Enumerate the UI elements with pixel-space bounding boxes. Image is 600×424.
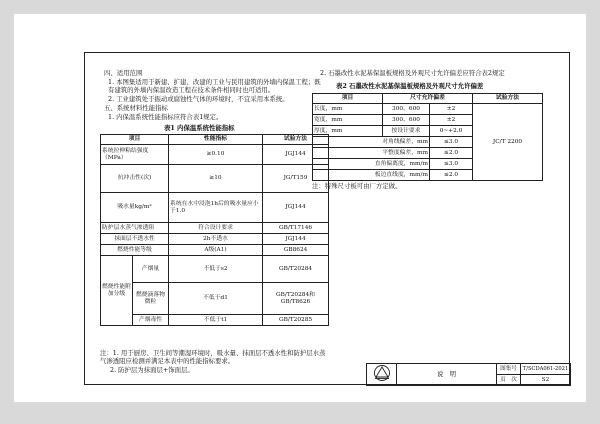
table-row <box>101 165 329 193</box>
table-1-note-1: 注：1. 用于厨房、卫生间等潮湿环境时，吸水量、抹面层不透水性和防护层水蒸气渗透阻应检测并满足本表中的性能指标要求。 <box>100 349 326 365</box>
atlas-number-label: 图集号 <box>497 364 521 375</box>
page-number-value: S2 <box>521 375 571 386</box>
table-cell: 系统拉伸粘结强度（MPa） <box>101 145 169 165</box>
table-2-caption: 表2 石墨改性水泥基保温板规格及外观尺寸允许偏差 <box>336 82 484 90</box>
table-row <box>101 245 329 256</box>
table-2-intro: 2. 石墨改性水泥基保温板规格及外观尺寸允许偏差应符合表2规定 <box>320 69 505 77</box>
table-cell: 系统在水中浸泡1h后的吸水量应小于1.0 <box>169 193 263 223</box>
table-cell-method: JC/T 2200 <box>473 104 543 181</box>
table-cell: 300、600 <box>383 104 430 115</box>
table-2-header-method: 试验方法 <box>473 94 543 104</box>
table-cell: 对角线偏差，mm <box>313 137 430 148</box>
drawing-name: 说 明 <box>397 364 497 386</box>
table-cell: 抹面层不透水性 <box>101 234 169 245</box>
table-cell: ≤2.0 <box>430 148 473 159</box>
section-5-paragraph-1: 1. 内保温系统性能指标应符合表1规定。 <box>108 113 223 121</box>
table-2-header <box>313 94 543 104</box>
table-cell: 不低于d1 <box>169 283 263 315</box>
table-cell: ±2 <box>430 104 473 115</box>
table-cell: ≤2.0 <box>430 170 473 181</box>
table-row <box>101 223 329 234</box>
table-cell: GB/T20284 <box>263 256 329 283</box>
table-cell: 产烟毒性 <box>133 315 169 326</box>
table-cell: ≥10 <box>169 165 263 193</box>
table-cell: JG/T159 <box>263 165 329 193</box>
table-cell: GB/T20285 <box>263 315 329 326</box>
table-cell: 300、600 <box>383 115 430 126</box>
table-row <box>313 104 543 115</box>
table-cell: 不低于s2 <box>169 256 263 283</box>
title-block <box>366 363 571 386</box>
table-row <box>101 315 329 326</box>
table-cell: 宽度，mm <box>313 115 383 126</box>
table-cell-group: 燃烧性能附加分级 <box>101 256 133 326</box>
table-cell: 按设计要求 <box>383 126 430 137</box>
table-cell: 产烟量 <box>133 256 169 283</box>
table-cell: GB/T20284和GB/T8626 <box>263 283 329 315</box>
section-5-title: 五、系统材料性能指标 <box>104 104 168 112</box>
table-cell: 直角偏离度，mm/m <box>313 159 430 170</box>
table-row <box>101 283 329 315</box>
section-4-title: 四、适用范围 <box>104 69 143 77</box>
table-row <box>101 145 329 165</box>
table-cell: 0~+2.0 <box>430 126 473 137</box>
table-2-note: 注：特殊尺寸板可由厂方定做。 <box>312 182 402 190</box>
table-cell: 2h不透水 <box>169 234 263 245</box>
table-row <box>101 234 329 245</box>
table-cell: ≤3.0 <box>430 137 473 148</box>
table-cell: A级(A1) <box>169 245 263 256</box>
table-cell: JGJ144 <box>263 234 329 245</box>
table-cell: 燃烧滴落物微粒 <box>133 283 169 315</box>
table-1 <box>100 134 329 326</box>
table-cell: 平整度偏差，mm <box>313 148 430 159</box>
table-cell: 防护层水蒸气渗透阻 <box>101 223 169 234</box>
logo-icon <box>370 364 394 382</box>
logo <box>367 364 397 386</box>
section-4-paragraph-1: 1. 本图集适用于新建、扩建、改建的工业与民用建筑的外墙内保温工程；既有建筑的外墙内保温改造工程在技术条件相同时也可适用。 <box>108 78 321 94</box>
table-row <box>101 256 329 283</box>
table-cell: 厚度，mm <box>313 126 383 137</box>
page-number-label: 页 次 <box>497 375 521 386</box>
table-cell: 板边直线度，mm/m <box>313 170 430 181</box>
table-cell: ≤3.0 <box>430 159 473 170</box>
table-cell: ≥0.10 <box>169 145 263 165</box>
table-cell: 长度，mm <box>313 104 383 115</box>
table-row <box>101 193 329 223</box>
table-1-header-performance: 性能指标 <box>169 135 263 145</box>
table-cell: 吸水量kg/m² <box>101 193 169 223</box>
table-cell: 抗冲击性(次) <box>101 165 169 193</box>
table-cell: GB8624 <box>263 245 329 256</box>
atlas-number-value: T/SCDA061-2021 <box>521 364 571 375</box>
table-1-header-method: 试验方法 <box>263 135 329 145</box>
drawing-sheet <box>14 14 586 402</box>
table-cell: 不低于t1 <box>169 315 263 326</box>
table-cell: GB/T17146 <box>263 223 329 234</box>
table-1-header <box>101 135 329 145</box>
section-4-paragraph-2: 2. 工业建筑处于振动或腐蚀性气体的环境时，不宜采用本系统。 <box>108 95 289 103</box>
table-2 <box>312 93 543 181</box>
table-cell: 燃烧性能等级 <box>101 245 169 256</box>
table-cell: ±2 <box>430 115 473 126</box>
table-2-header-deviation: 尺寸允许偏差 <box>383 94 473 104</box>
table-1-caption: 表1 内保温系统性能指标 <box>164 124 235 132</box>
table-cell: 符合设计要求 <box>169 223 263 234</box>
table-cell: JGJ144 <box>263 193 329 223</box>
table-1-note-2: 2. 防护层为抹面层+饰面层。 <box>110 366 194 374</box>
table-2-header-item: 项目 <box>313 94 383 104</box>
table-1-header-item: 项目 <box>101 135 169 145</box>
table-cell: JGJ144 <box>263 145 329 165</box>
